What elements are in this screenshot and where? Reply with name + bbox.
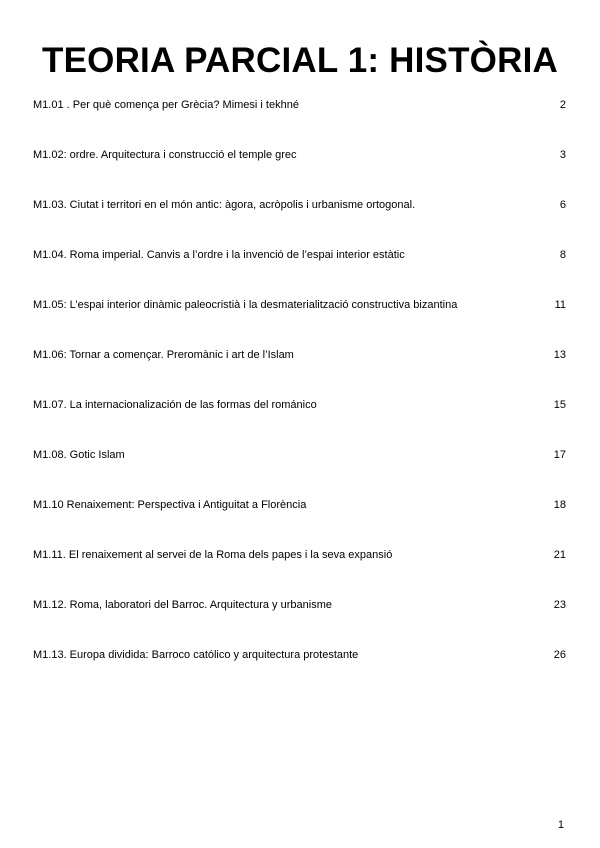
toc-entry <box>33 595 566 645</box>
toc-entry-page: 2 <box>559 99 566 111</box>
toc-entry-page: 15 <box>553 399 566 411</box>
table-of-contents <box>33 95 566 695</box>
toc-entry-label: M1.10 Renaixement: Perspectiva i Antiguitat a Florència <box>33 499 307 511</box>
toc-entry-label: M1.01 . Per què comença per Grècia? Mimesi i tekhné <box>33 99 299 111</box>
toc-entry-page: 26 <box>553 649 566 661</box>
toc-entry <box>33 145 566 195</box>
toc-entry-label: M1.02: ordre. Arquitectura i construcció el temple grec <box>33 149 297 161</box>
toc-entry-label: M1.13. Europa dividida: Barroco católico y arquitectura protestante <box>33 649 359 661</box>
toc-entry-page: 13 <box>553 349 566 361</box>
toc-entry-label: M1.04. Roma imperial. Canvis a l’ordre i la invenció de l’espai interior estàtic <box>33 249 405 261</box>
toc-entry-page: 6 <box>559 199 566 211</box>
toc-entry-label: M1.12. Roma, laboratori del Barroc. Arquitectura y urbanisme <box>33 599 332 611</box>
toc-entry-page: 17 <box>553 449 566 461</box>
toc-entry <box>33 95 566 145</box>
toc-entry-page: 21 <box>553 549 566 561</box>
toc-entry <box>33 345 566 395</box>
toc-entry-page: 8 <box>559 249 566 261</box>
toc-entry-label: M1.11. El renaixement al servei de la Roma dels papes i la seva expansió <box>33 549 393 561</box>
toc-entry <box>33 395 566 445</box>
toc-entry <box>33 445 566 495</box>
page-number: 1 <box>557 819 564 831</box>
toc-entry-page: 11 <box>554 299 566 311</box>
toc-entry-label: M1.07. La internacionalización de las formas del románico <box>33 399 317 411</box>
toc-entry-page: 18 <box>553 499 566 511</box>
toc-entry <box>33 545 566 595</box>
toc-entry <box>33 195 566 245</box>
toc-entry <box>33 645 566 695</box>
toc-entry <box>33 245 566 295</box>
toc-entry <box>33 295 566 345</box>
toc-entry-label: M1.03. Ciutat i territori en el món antic: àgora, acròpolis i urbanisme ortogonal. <box>33 199 416 211</box>
toc-entry-page: 23 <box>553 599 566 611</box>
toc-entry-label: M1.06: Tornar a començar. Preromànic i art de l’Islam <box>33 349 294 361</box>
toc-entry-label: M1.05: L’espai interior dinàmic paleocristià i la desmaterialització constructiva bizantina <box>33 299 458 311</box>
toc-entry-page: 3 <box>559 149 566 161</box>
page-title: TEORIA PARCIAL 1: HISTÒRIA <box>42 41 558 80</box>
toc-entry <box>33 495 566 545</box>
toc-entry-label: M1.08. Gotic Islam <box>33 449 125 461</box>
